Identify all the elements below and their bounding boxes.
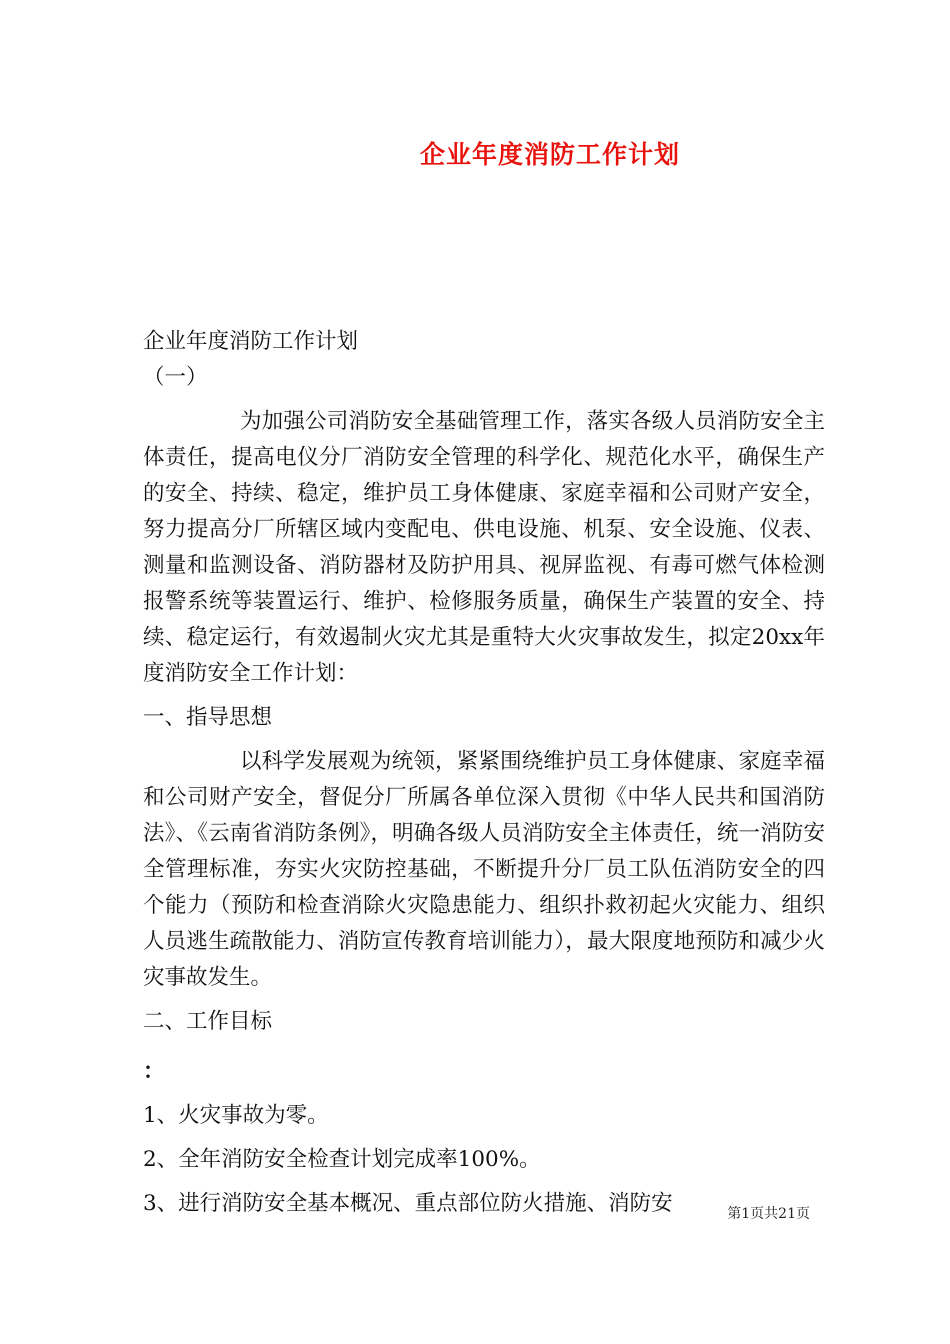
document-body [143, 324, 825, 1222]
heading-work-goals: 二、工作目标 [143, 1009, 273, 1034]
section-number: （一） [143, 365, 208, 390]
goal-item: 1、火灾事故为零。 [143, 1103, 329, 1128]
goal-item: 3、进行消防安全基本概况、重点部位防火措施、消防安 [143, 1191, 673, 1216]
document-subtitle: 企业年度消防工作计划 [143, 329, 359, 354]
page-footer: 第1页共21页 [727, 1206, 810, 1222]
document-title: 企业年度消防工作计划 [419, 140, 680, 169]
goals-colon: ： [143, 1059, 165, 1084]
heading-guiding-ideology: 一、指导思想 [143, 705, 273, 730]
intro-paragraph: 为加强公司消防安全基础管理工作，落实各级人员消防安全主体责任，提高电仪分厂消防安全管理的科学化、规范化水平，确保生产的安全、持续、稳定，维护员工身体健康、家庭幸福和公司财产安全，努力提高分厂所辖区域内变配电、供电设施、机泵、安全设施、仪表、测量和监测设备、消防器材及防护用具、视屏监视、有毒可燃气体检测报警系统等装置运行、维护、检修服务质量，确保生产装置的安全、持续、稳定运行，有效遏制火灾尤其是重特大火灾事故发生，拟定20xx年度消防安全工作计划： [143, 409, 825, 686]
guiding-paragraph: 以科学发展观为统领，紧紧围绕维护员工身体健康、家庭幸福和公司财产安全，督促分厂所属各单位深入贯彻《中华人民共和国消防法》、《云南省消防条例》，明确各级人员消防安全主体责任，统一消防安全管理标准，夯实火灾防控基础，不断提升分厂员工队伍消防安全的四个能力（预防和检查消除火灾隐患能力、组织扑救初起火灾能力、组织人员逃生疏散能力、消防宣传教育培训能力），最大限度地预防和减少火灾事故发生。 [143, 749, 825, 990]
goal-item: 2、全年消防安全检查计划完成率100%。 [143, 1147, 541, 1172]
